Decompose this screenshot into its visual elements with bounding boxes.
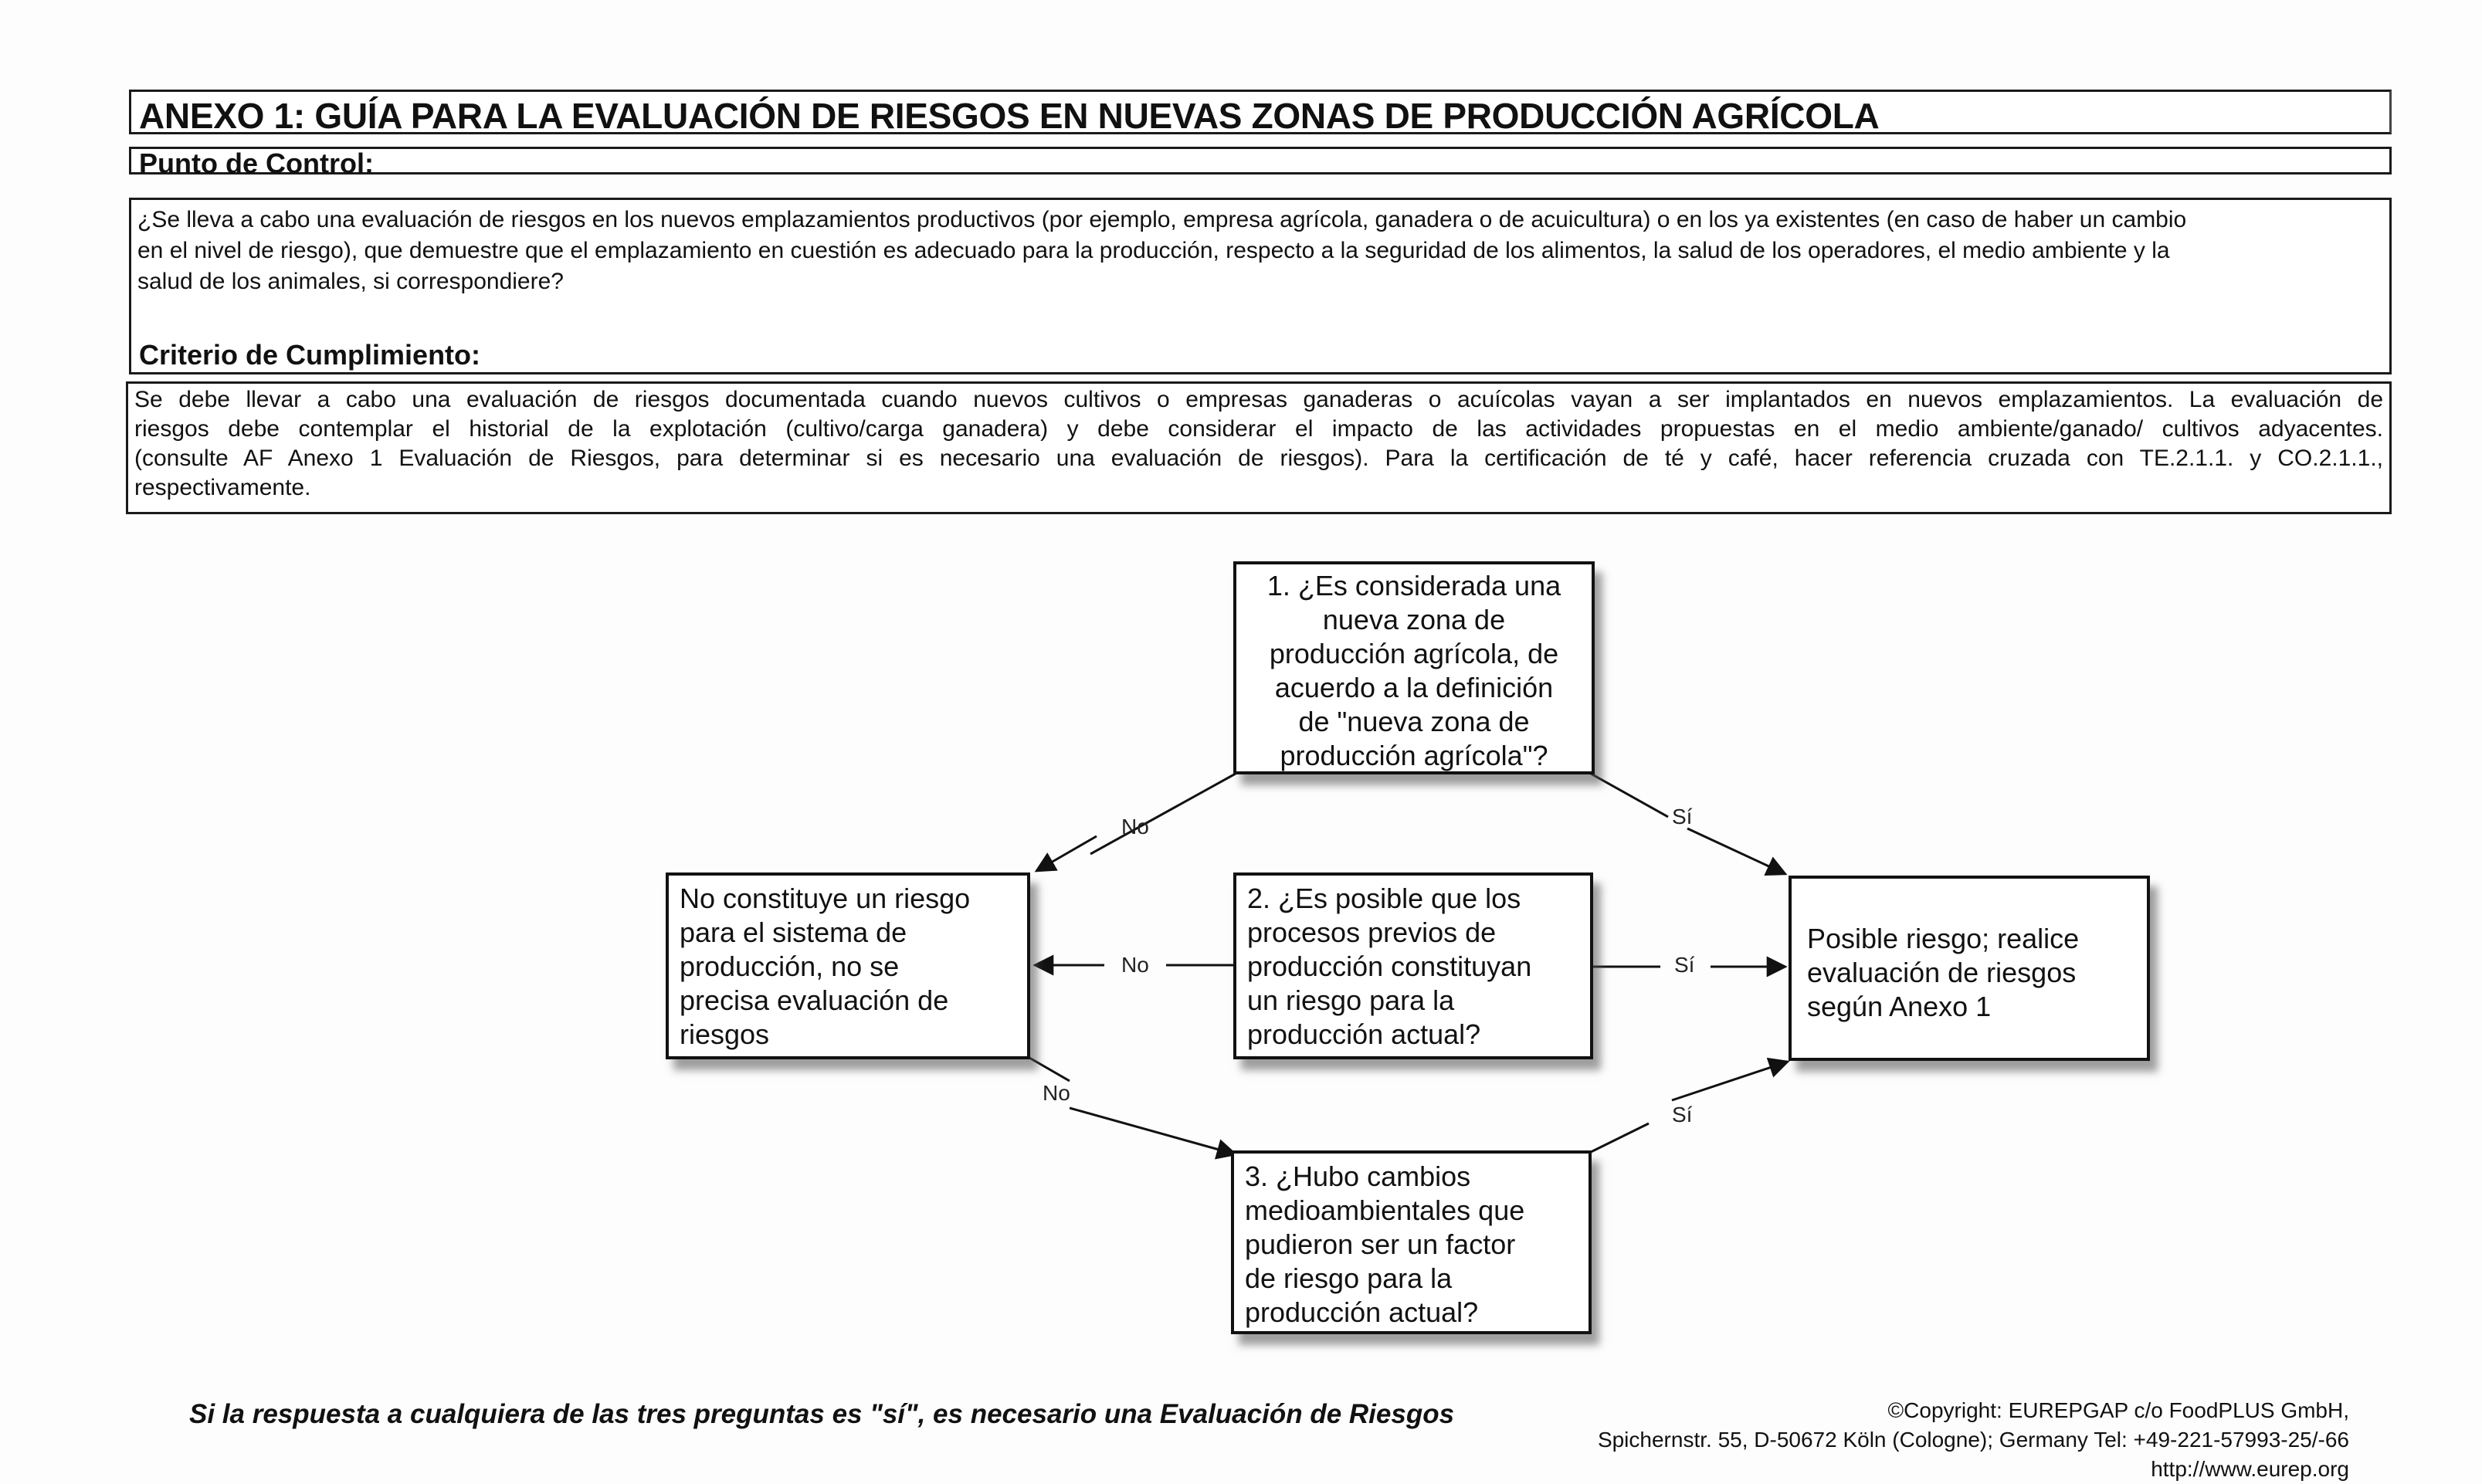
q2-line: producción actual? — [1247, 1018, 1481, 1050]
q3-line: 3. ¿Hubo cambios — [1245, 1160, 1471, 1192]
q3-line: de riesgo para la — [1245, 1262, 1453, 1294]
question-line: en el nivel de riesgo), que demuestre que el emplazamiento en cuestión es adecuado para la producción, respecto a la seguridad de los alimentos, la salud de los operadores, el medio ambiente y la — [137, 238, 2170, 263]
criteria-line: Se debe llevar a cabo una evaluación de riesgos documentada cuando nuevos cultivos o empresas ganaderas o acuícolas vayan a ser implantados en nuevos emplazamientos. La evaluación de — [134, 387, 2383, 412]
question-line: salud de los animales, si correspondiere? — [137, 269, 564, 294]
question-line: ¿Se lleva a cabo una evaluación de riesgos en los nuevos emplazamientos productivos (por ejemplo, empresa agrícola, ganadera o de acuicultura) o en los ya existentes (en caso de haber un cambio — [137, 207, 2187, 232]
q2-line: un riesgo para la — [1247, 984, 1455, 1016]
annex-title: ANEXO 1: GUÍA PARA LA EVALUACIÓN DE RIESGOS EN NUEVAS ZONAS DE PRODUCCIÓN AGRÍCOLA — [139, 96, 1880, 136]
copyright-line: ©Copyright: EUREPGAP c/o FoodPLUS GmbH, — [1887, 1398, 2349, 1422]
flow-question-1 — [1233, 561, 1595, 774]
copyright-block — [1598, 1396, 2349, 1484]
q3-line: producción actual? — [1245, 1296, 1479, 1328]
label-q3-no: No — [1043, 1081, 1070, 1105]
q3-line: medioambientales que — [1245, 1194, 1525, 1226]
copyright-url: http://www.eurep.org — [2151, 1457, 2349, 1481]
possible-risk-line: según Anexo 1 — [1807, 991, 1992, 1022]
no-risk-line: No constituye un riesgo — [680, 883, 971, 914]
footer-note: Si la respuesta a cualquiera de las tres preguntas es "sí", es necesario una Evaluación de Riesgos — [189, 1399, 1455, 1429]
q2-line: 2. ¿Es posible que los — [1247, 883, 1521, 914]
q2-line: producción constituyan — [1247, 950, 1532, 982]
no-risk-line: para el sistema de — [680, 916, 907, 948]
flow-question-3 — [1231, 1150, 1592, 1334]
compliance-criteria-heading: Criterio de Cumplimiento: — [139, 339, 481, 371]
q1-line: acuerdo a la definición — [1274, 672, 1554, 703]
flow-outcome-possible-risk — [1789, 876, 2150, 1061]
connector-q3-si-a — [1591, 1123, 1649, 1152]
q3-line: pudieron ser un factor — [1245, 1228, 1516, 1260]
connector-q1-si-b — [1687, 828, 1785, 874]
control-point-heading: Punto de Control: — [139, 147, 374, 179]
connector-q1-si-a — [1591, 774, 1668, 817]
criteria-line: (consulte AF Anexo 1 Evaluación de Riesgos, para determinar si es necesario una evaluación de riesgos). Para la certificación de té y café, hacer referencia cruzada con TE.2.1.1. y CO.2.1.1., — [134, 446, 2383, 471]
q1-line: producción agrícola, de — [1269, 638, 1559, 669]
label-q2-si: Sí — [1674, 953, 1695, 977]
connector-q3-entry-b — [1070, 1108, 1236, 1154]
possible-risk-line: evaluación de riesgos — [1807, 957, 2077, 988]
label-q1-no: No — [1121, 815, 1149, 839]
criteria-line: respectivamente. — [134, 475, 311, 500]
no-risk-line: producción, no se — [680, 950, 900, 982]
connector-q1-no-a — [1090, 774, 1236, 854]
copyright-address: Spichernstr. 55, D-50672 Köln (Cologne); Germany Tel: +49-221-57993-25/-66 — [1597, 1428, 2349, 1452]
connector-q3-entry-a — [1029, 1058, 1070, 1081]
flow-outcome-no-risk — [666, 872, 1030, 1059]
q1-line: de "nueva zona de — [1298, 706, 1530, 737]
label-q3-si: Sí — [1672, 1103, 1693, 1127]
label-q2-no: No — [1121, 953, 1149, 977]
connector-q3-si-b — [1672, 1062, 1788, 1100]
q1-line: 1. ¿Es considerada una — [1266, 570, 1561, 601]
q2-line: procesos previos de — [1247, 916, 1497, 948]
no-risk-line: precisa evaluación de — [680, 984, 949, 1016]
connector-q1-no-b — [1036, 836, 1097, 871]
criteria-line: riesgos debe contemplar el historial de la explotación (cultivo/carga ganadera) y debe considerar el impacto de las actividades propuestas en el medio ambiente/ganado/ cultivos adyacentes. — [134, 416, 2383, 442]
possible-risk-line: Posible riesgo; realice — [1807, 923, 2080, 954]
q1-line: producción agrícola"? — [1280, 740, 1548, 771]
no-risk-line: riesgos — [680, 1018, 770, 1050]
label-q1-si: Sí — [1672, 805, 1693, 828]
flow-question-2 — [1233, 872, 1593, 1059]
q1-line: nueva zona de — [1322, 604, 1506, 635]
